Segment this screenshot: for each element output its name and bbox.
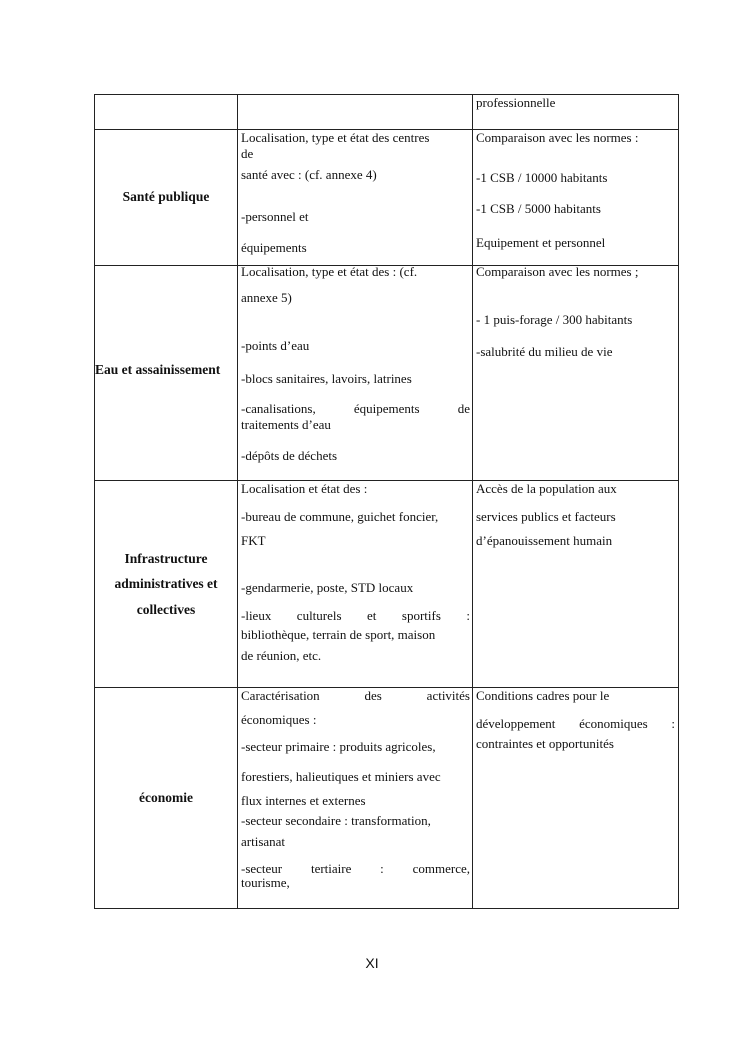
indicator-line: traitements d’eau — [241, 416, 331, 432]
indicators-cell — [238, 266, 473, 480]
indicator-line: forestiers, halieutiques et miniers avec — [241, 768, 441, 784]
indicator-line: -canalisations, équipements de — [241, 401, 470, 417]
indicator-line: -gendarmerie, poste, STD locaux — [241, 579, 414, 595]
theme-cell — [95, 481, 238, 687]
indicator-line: santé avec : (cf. annexe 4) — [241, 167, 377, 183]
indicator-line: économiques : — [241, 711, 317, 727]
criteria-line: contraintes et opportunités — [476, 736, 614, 752]
criteria-line: services publics et facteurs — [476, 508, 616, 524]
theme-cell — [95, 95, 238, 129]
criteria-line: - 1 puis-forage / 300 habitants — [476, 311, 633, 327]
criteria-line: Comparaison avec les normes : — [476, 130, 639, 145]
criteria-table — [94, 94, 679, 909]
indicator-line: -secteur secondaire : transformation, — [241, 812, 431, 828]
indicator-line: -personnel et — [241, 208, 309, 224]
criteria-line: -1 CSB / 10000 habitants — [476, 169, 608, 185]
criteria-cell — [473, 95, 679, 129]
indicator-line: Localisation, type et état des : (cf. — [241, 264, 418, 279]
indicator-line: Localisation et état des : — [241, 481, 368, 496]
indicator-line: de réunion, etc. — [241, 647, 322, 663]
indicator-line: FKT — [241, 533, 266, 549]
criteria-line: Equipement et personnel — [476, 234, 606, 250]
criteria-cell — [473, 266, 679, 480]
table-row — [95, 130, 679, 266]
theme-line: Infrastructure — [124, 550, 208, 566]
indicator-line: annexe 5) — [241, 289, 292, 305]
criteria-line: Comparaison avec les normes ; — [476, 264, 639, 279]
table-row — [95, 266, 679, 481]
indicators-cell — [238, 95, 473, 129]
indicator-line: -secteur tertiaire : commerce, — [241, 861, 470, 877]
criteria-cell — [473, 130, 679, 265]
theme-cell — [95, 688, 238, 908]
row-theme: économie — [139, 789, 193, 805]
indicator-line: équipements — [241, 240, 307, 256]
indicator-line: artisanat — [241, 833, 286, 849]
criteria-line: Accès de la population aux — [476, 481, 617, 496]
table-row — [95, 688, 679, 909]
table-row — [95, 95, 679, 130]
theme-line: collectives — [136, 601, 196, 617]
row-theme: Santé publique — [122, 189, 210, 205]
indicator-line: bibliothèque, terrain de sport, maison — [241, 626, 436, 642]
criteria-line: professionnelle — [476, 95, 556, 110]
indicator-line: -dépôts de déchets — [241, 447, 338, 463]
indicator-line: tourisme, — [241, 874, 290, 890]
indicator-line: Caractérisation des activités — [241, 688, 470, 703]
criteria-line: d’épanouissement humain — [476, 533, 613, 549]
criteria-cell — [473, 481, 679, 687]
theme-cell — [95, 266, 238, 480]
indicator-line: -secteur primaire : produits agricoles, — [241, 739, 436, 755]
row-theme: Eau et assainissement — [95, 361, 221, 377]
indicator-line: -blocs sanitaires, lavoirs, latrines — [241, 370, 412, 386]
table-row — [95, 481, 679, 688]
page-number: XI — [365, 955, 379, 971]
criteria-line: développement économiques : — [476, 715, 675, 731]
criteria-line: -salubrité du milieu de vie — [476, 344, 613, 360]
indicator-line: -lieux culturels et sportifs : — [241, 608, 470, 624]
criteria-cell — [473, 688, 679, 908]
indicator-line: de — [241, 145, 254, 161]
indicators-cell — [238, 688, 473, 908]
indicator-line: -points d’eau — [241, 338, 310, 354]
indicators-cell — [238, 130, 473, 265]
indicators-cell — [238, 481, 473, 687]
row-theme — [114, 546, 217, 623]
indicator-line: Localisation, type et état des centres — [241, 130, 430, 145]
theme-cell — [95, 130, 238, 265]
criteria-line: -1 CSB / 5000 habitants — [476, 201, 601, 217]
theme-line: administratives et — [114, 576, 218, 592]
criteria-line: Conditions cadres pour le — [476, 688, 610, 703]
indicator-line: flux internes et externes — [241, 793, 366, 809]
indicator-line: -bureau de commune, guichet foncier, — [241, 508, 439, 524]
